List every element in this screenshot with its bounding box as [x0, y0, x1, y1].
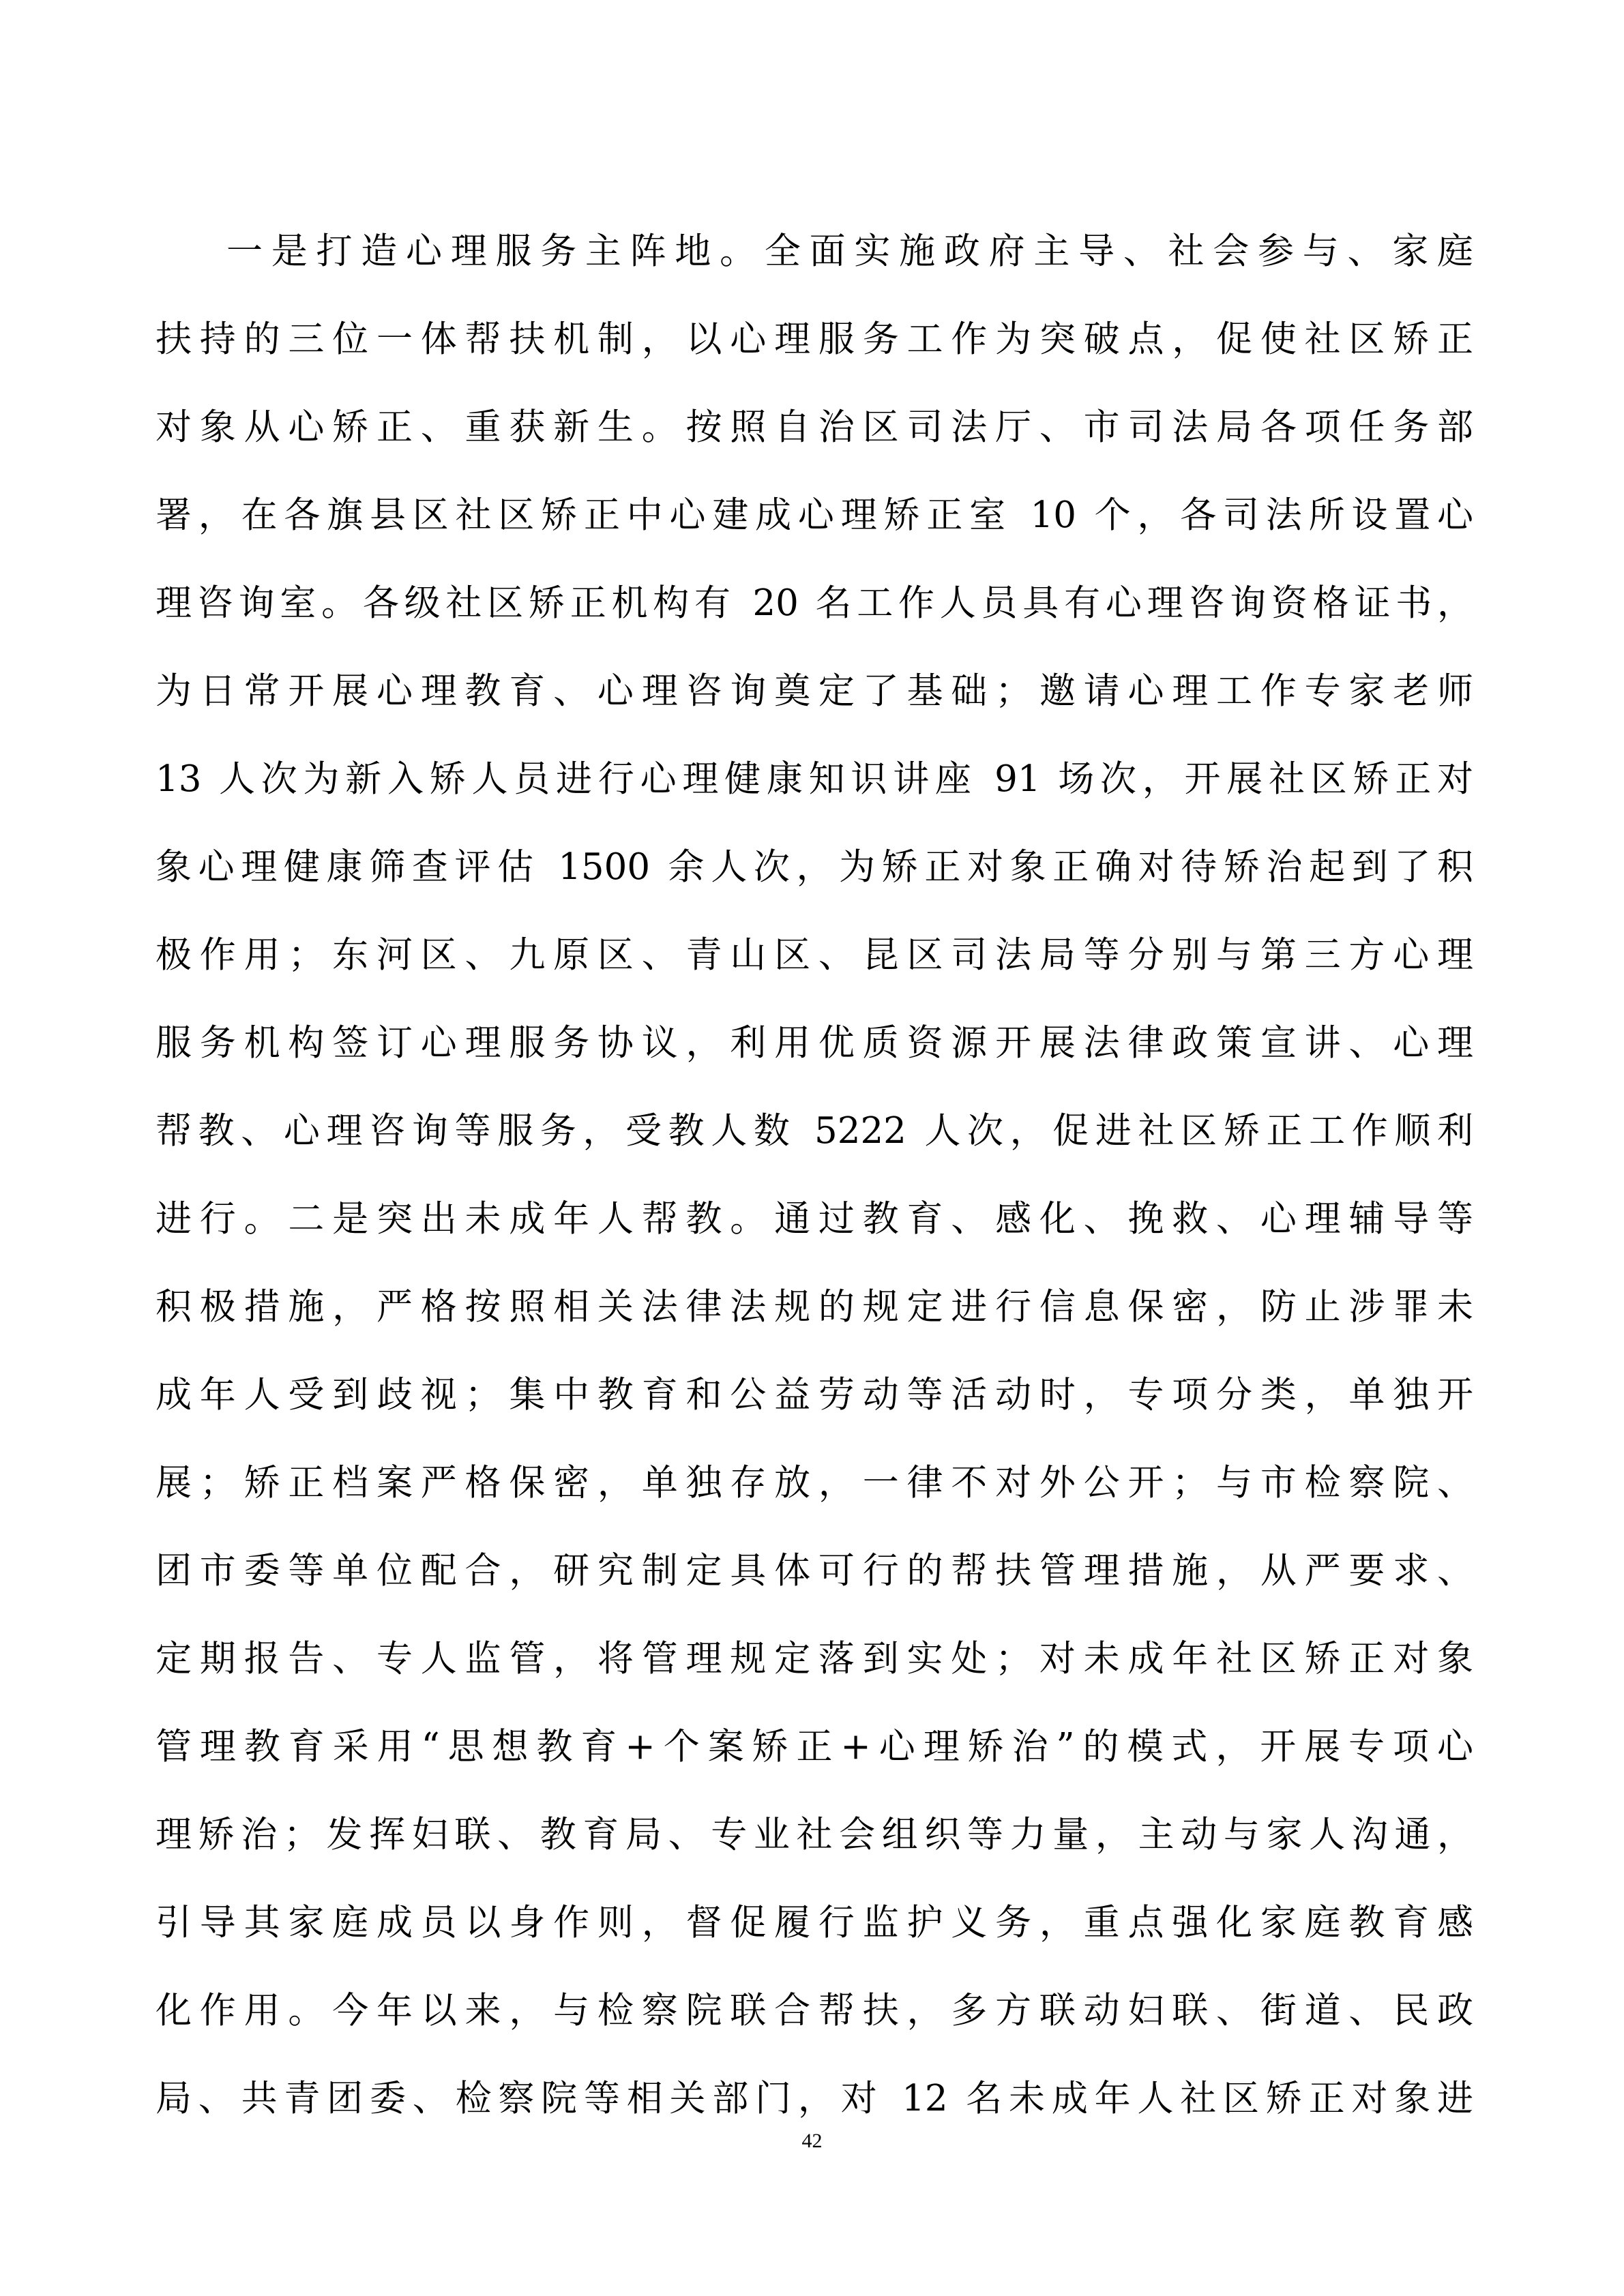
text-line: 署，在各旗县区社区矫正中心建成心理矫正室 10 个，各司法所设置心	[156, 494, 1473, 536]
text-line: 理咨询室。各级社区矫正机构有 20 名工作人员具有心理咨询资格证书，	[156, 582, 1473, 624]
text-line: 定期报告、专人监管，将管理规定落到实处；对未成年社区矫正对象	[156, 1638, 1473, 1680]
text-line: 一是打造心理服务主阵地。全面实施政府主导、社会参与、家庭	[226, 230, 1473, 272]
text-line: 帮教、心理咨询等服务，受教人数 5222 人次，促进社区矫正工作顺利	[156, 1110, 1473, 1152]
text-line: 象心理健康筛查评估 1500 余人次，为矫正对象正确对待矫治起到了积	[156, 846, 1473, 888]
text-line: 成年人受到歧视；集中教育和公益劳动等活动时，专项分类，单独开	[156, 1374, 1473, 1416]
text-line: 扶持的三位一体帮扶机制，以心理服务工作为突破点，促使社区矫正	[156, 318, 1473, 360]
text-line: 引导其家庭成员以身作则，督促履行监护义务，重点强化家庭教育感	[156, 1902, 1473, 1943]
text-line: 理矫治；发挥妇联、教育局、专业社会组织等力量，主动与家人沟通，	[156, 1814, 1473, 1855]
body-paragraph	[156, 207, 1473, 2143]
text-line: 化作用。今年以来，与检察院联合帮扶，多方联动妇联、街道、民政	[156, 1990, 1473, 2031]
text-line: 对象从心矫正、重获新生。按照自治区司法厅、市司法局各项任务部	[156, 406, 1473, 448]
text-line: 管理教育采用“思想教育+个案矫正+心理矫治”的模式，开展专项心	[156, 1726, 1473, 1768]
text-line: 服务机构签订心理服务协议，利用优质资源开展法律政策宣讲、心理	[156, 1022, 1473, 1064]
text-line: 进行。二是突出未成年人帮教。通过教育、感化、挽救、心理辅导等	[156, 1198, 1473, 1240]
text-line: 为日常开展心理教育、心理咨询奠定了基础；邀请心理工作专家老师	[156, 670, 1473, 712]
text-line: 积极措施，严格按照相关法律法规的规定进行信息保密，防止涉罪未	[156, 1286, 1473, 1328]
text-line: 13 人次为新入矫人员进行心理健康知识讲座 91 场次，开展社区矫正对	[156, 758, 1473, 800]
text-line: 局、共青团委、检察院等相关部门，对 12 名未成年人社区矫正对象进	[156, 2078, 1473, 2119]
text-line: 极作用；东河区、九原区、青山区、昆区司法局等分别与第三方心理	[156, 934, 1473, 976]
page-number: 42	[801, 2130, 823, 2152]
text-line: 团市委等单位配合，研究制定具体可行的帮扶管理措施，从严要求、	[156, 1550, 1473, 1592]
text-line: 展；矫正档案严格保密，单独存放，一律不对外公开；与市检察院、	[156, 1462, 1473, 1504]
